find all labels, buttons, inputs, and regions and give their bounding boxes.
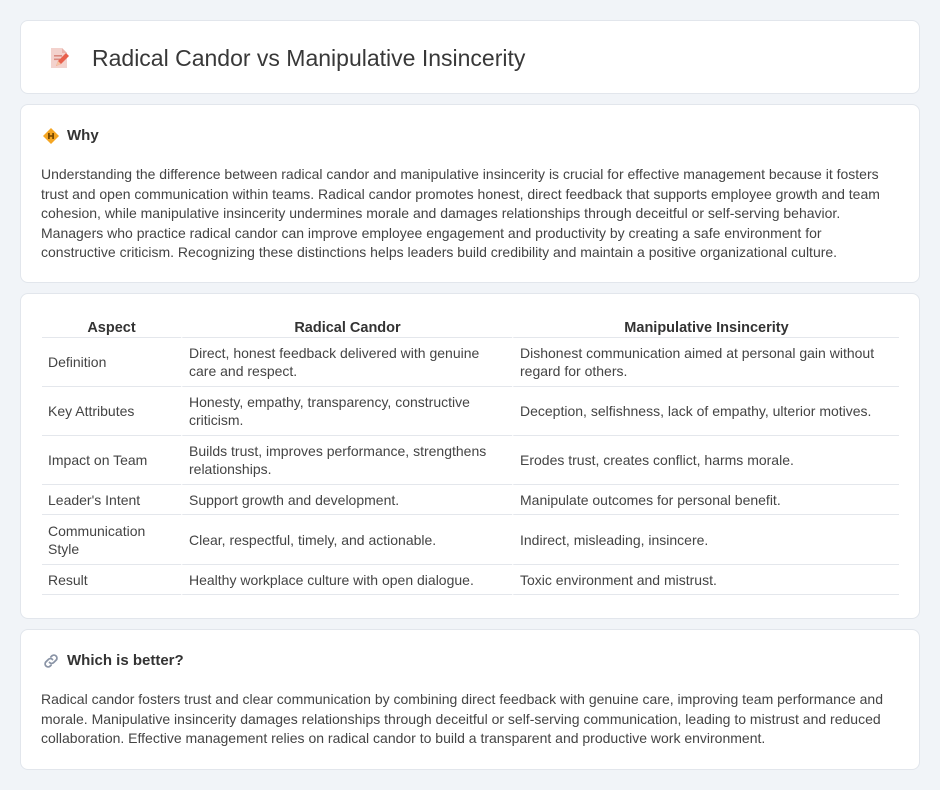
warning-diamond-icon <box>42 127 60 145</box>
radical-candor-cell: Direct, honest feedback delivered with genuine care and respect. <box>181 338 512 387</box>
page-title: Radical Candor vs Manipulative Insincerity <box>92 45 526 71</box>
why-body: Understanding the difference between radical candor and manipulative insincerity is crucial for effective management because it fosters trust and open communication within teams. Radical candor promotes honest, direct feedback that supports employee growth and team cohesion, while manipulative insincerity undermines morale and damages relationships through deceitful or self-serving behavior. Managers who practice radical candor can improve employee engagement and productivity by creating a safe environment for constructive criticism. Recognizing these distinctions helps leaders build credibility and maintain a positive organizational culture. <box>41 166 880 260</box>
table-row <box>42 515 899 565</box>
radical-candor-cell: Builds trust, improves performance, strengthens relationships. <box>181 436 512 485</box>
manipulative-insincerity-cell: Dishonest communication aimed at personal gain without regard for others. <box>512 338 899 387</box>
better-title: Which is better? <box>67 652 184 669</box>
manipulative-insincerity-cell: Manipulate outcomes for personal benefit. <box>512 485 899 515</box>
comparison-section <box>20 293 920 619</box>
table-row <box>42 565 899 595</box>
aspect-cell: Leader's Intent <box>42 485 181 515</box>
why-section <box>20 104 920 283</box>
aspect-cell: Definition <box>42 338 181 387</box>
better-body: Radical candor fosters trust and clear communication by combining direct feedback with genuine care, improving team performance and morale. Manipulative insincerity damages relationships through deceitful or self-serving communication, leading to mistrust and reduced collaboration. Effective management relies on radical candor to build a transparent and productive work environment. <box>41 691 883 746</box>
radical-candor-cell: Clear, respectful, timely, and actionable. <box>181 515 512 565</box>
table-row <box>42 338 899 387</box>
document-pencil-icon <box>48 46 70 70</box>
better-heading <box>42 651 184 671</box>
manipulative-insincerity-cell: Erodes trust, creates conflict, harms morale. <box>512 436 899 485</box>
radical-candor-cell: Support growth and development. <box>181 485 512 515</box>
which-is-better-section <box>20 629 920 770</box>
header-card <box>20 20 920 94</box>
column-header: Manipulative Insincerity <box>512 316 899 338</box>
aspect-cell: Impact on Team <box>42 436 181 485</box>
why-heading <box>42 126 99 146</box>
manipulative-insincerity-cell: Deception, selfishness, lack of empathy, ulterior motives. <box>512 387 899 436</box>
aspect-cell: Key Attributes <box>42 387 181 436</box>
aspect-cell: Result <box>42 565 181 595</box>
table-row <box>42 485 899 515</box>
manipulative-insincerity-cell: Toxic environment and mistrust. <box>512 565 899 595</box>
manipulative-insincerity-cell: Indirect, misleading, insincere. <box>512 515 899 565</box>
column-header: Aspect <box>42 316 181 338</box>
table-header-row <box>42 316 899 338</box>
column-header: Radical Candor <box>181 316 512 338</box>
aspect-cell: Communication Style <box>42 515 181 565</box>
radical-candor-cell: Honesty, empathy, transparency, constructive criticism. <box>181 387 512 436</box>
link-icon <box>42 652 60 670</box>
why-title: Why <box>67 127 99 144</box>
table-row <box>42 436 899 485</box>
radical-candor-cell: Healthy workplace culture with open dialogue. <box>181 565 512 595</box>
comparison-table <box>42 316 899 595</box>
table-row <box>42 387 899 436</box>
